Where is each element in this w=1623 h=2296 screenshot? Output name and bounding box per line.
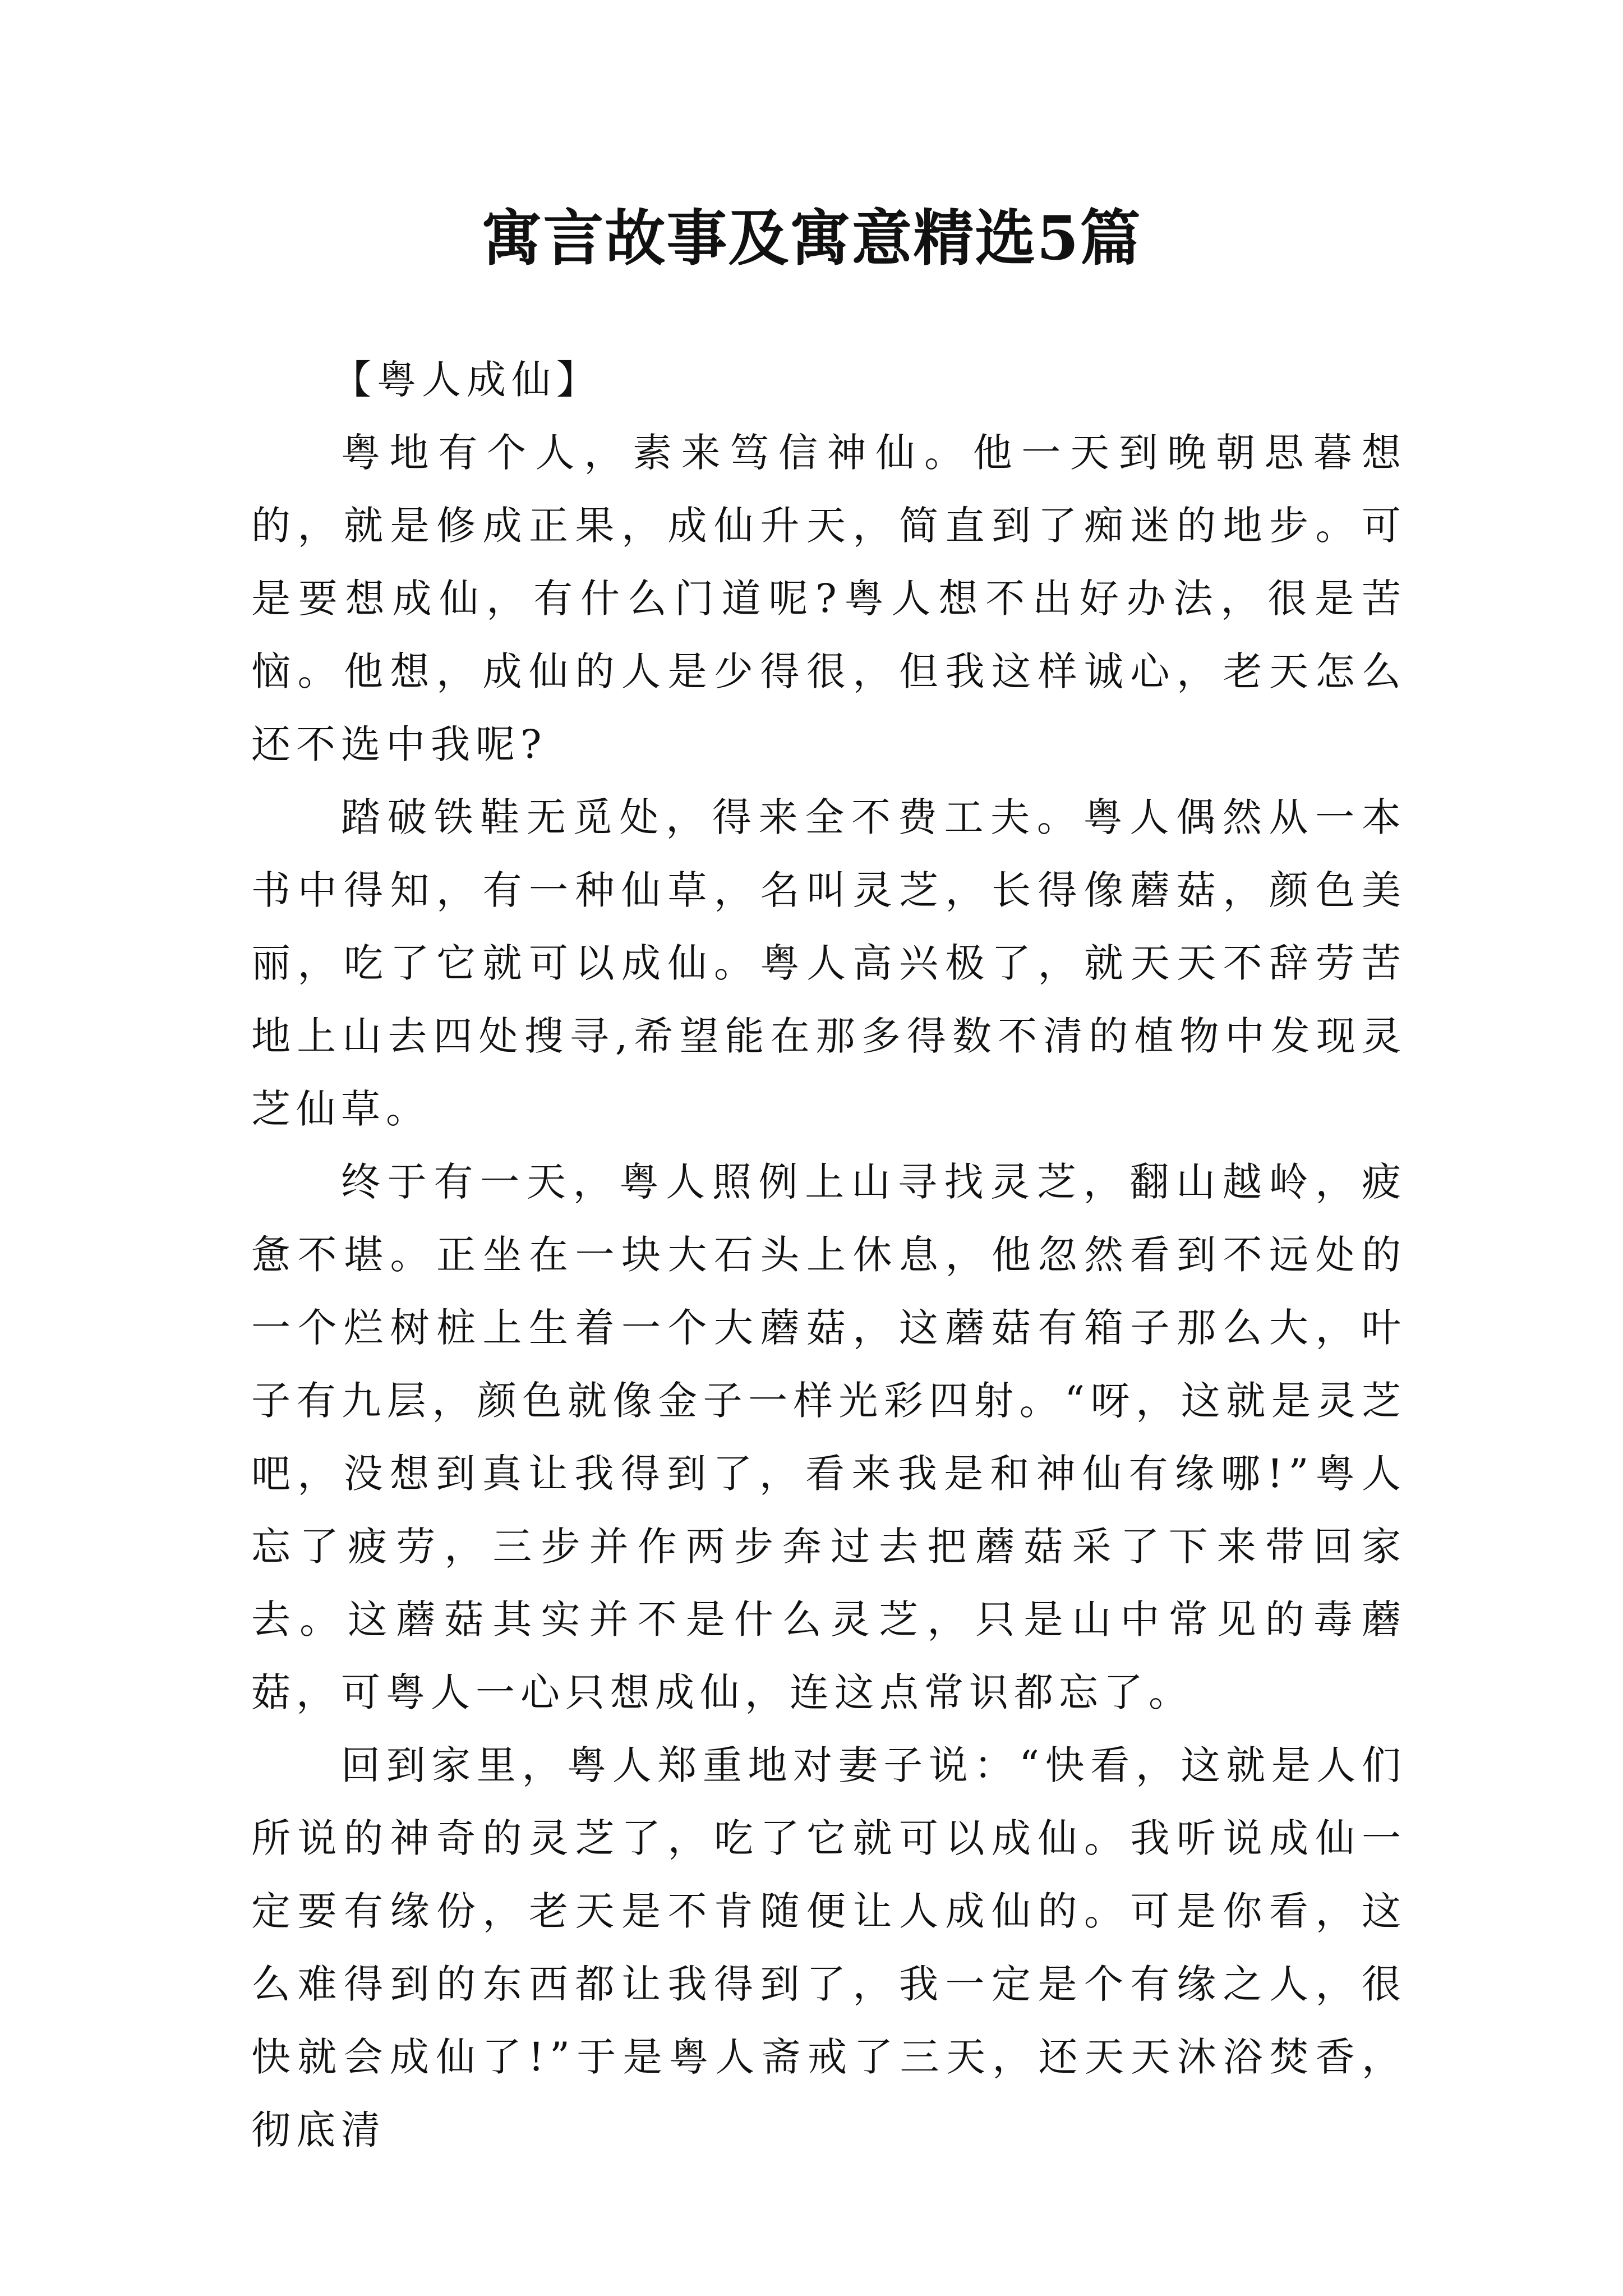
document-body xyxy=(251,343,1407,2166)
document-title: 寓言故事及寓意精选5篇 xyxy=(481,203,1142,274)
paragraph-3: 终于有一天，粤人照例上山寻找灵芝，翻山越岭，疲惫不堪。正坐在一块大石头上休息，他忽然看到不远处的一个烂树桩上生着一个大蘑菇，这蘑菇有箱子那么大，叶子有九层，颜色就像金子一样光彩四射。“呀，这就是灵芝吧，没想到真让我得到了，看来我是和神仙有缘哪!”粤人忘了疲劳，三步并作两步奔过去把蘑菇采了下来带回家去。这蘑菇其实并不是什么灵芝，只是山中常见的毒蘑菇，可粤人一心只想成仙，连这点常识都忘了。 xyxy=(251,1159,1407,1715)
paragraph-4: 回到家里，粤人郑重地对妻子说：“快看，这就是人们所说的神奇的灵芝了，吃了它就可以成仙。我听说成仙一定要有缘份，老天是不肯随便让人成仙的。可是你看，这么难得到的东西都让我得到了，我一定是个有缘之人，很快就会成仙了!”于是粤人斋戒了三天，还天天沐浴焚香，彻底清 xyxy=(251,1742,1407,2153)
section-heading: 【粤人成仙】 xyxy=(332,357,601,403)
paragraph-2: 踏破铁鞋无觅处，得来全不费工夫。粤人偶然从一本书中得知，有一种仙草，名叫灵芝，长得像蘑菇，颜色美丽，吃了它就可以成仙。粤人高兴极了，就天天不辞劳苦地上山去四处搜寻,希望能在那多得数不清的植物中发现灵芝仙草。 xyxy=(251,794,1407,1132)
paragraph-1: 粤地有个人，素来笃信神仙。他一天到晚朝思暮想的，就是修成正果，成仙升天，简直到了痴迷的地步。可是要想成仙，有什么门道呢?粤人想不出好办法，很是苦恼。他想，成仙的人是少得很，但我这样诚心，老天怎么还不选中我呢? xyxy=(251,430,1407,767)
